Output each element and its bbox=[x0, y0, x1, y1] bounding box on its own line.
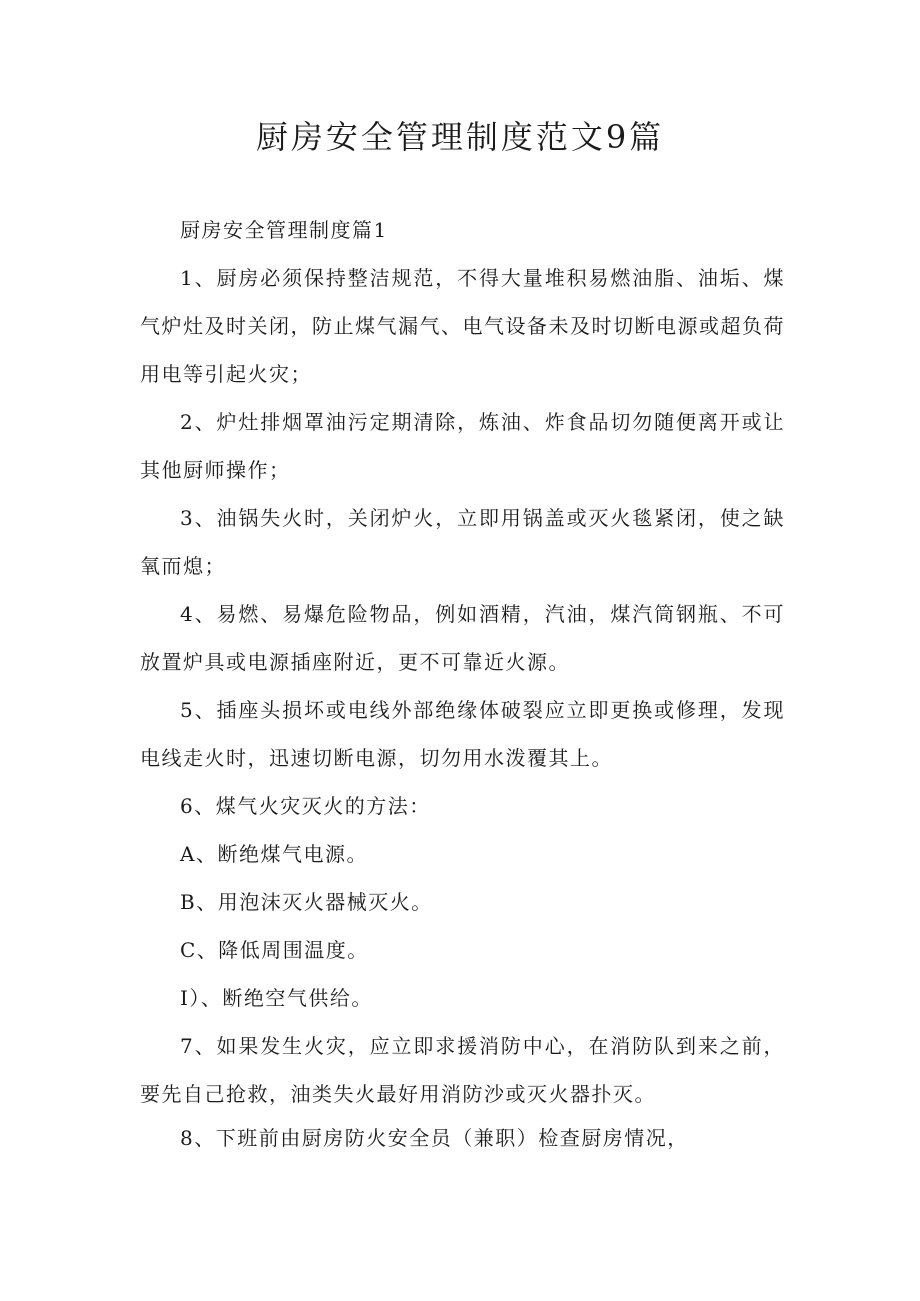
paragraph-6c: C、降低周围温度。 bbox=[180, 938, 369, 962]
paragraph-6b: B、用泡沫灭火器械灭火。 bbox=[180, 890, 433, 914]
paragraph-4: 4、易燃、易爆危险物品，例如酒精，汽油，煤汽筒钢瓶、不可放置炉具或电源插座附近，更不可靠近火源。 bbox=[140, 602, 785, 674]
paragraph-5: 5、插座头损坏或电线外部绝缘体破裂应立即更换或修理，发现电线走火时，迅速切断电源，切勿用水泼覆其上。 bbox=[140, 698, 785, 770]
paragraph-1: 1、厨房必须保持整洁规范，不得大量堆积易燃油脂、油垢、煤气炉灶及时关闭，防止煤气漏气、电气设备未及时切断电源或超负荷用电等引起火灾； bbox=[140, 266, 785, 386]
paragraph-6: 6、煤气火灾灭火的方法： bbox=[180, 794, 431, 818]
section-heading: 厨房安全管理制度篇1 bbox=[180, 218, 388, 242]
paragraph-6a: A、断绝煤气电源。 bbox=[180, 842, 368, 866]
paragraph-7: 7、如果发生火灾，应立即求援消防中心，在消防队到来之前，要先自己抢救，油类失火最好用消防沙或灭火器扑灭。 bbox=[140, 1034, 785, 1106]
document-title: 厨房安全管理制度范文9篇 bbox=[255, 118, 665, 156]
document-body bbox=[140, 206, 785, 1162]
paragraph-2: 2、炉灶排烟罩油污定期清除，炼油、炸食品切勿随便离开或让其他厨师操作； bbox=[140, 410, 785, 482]
paragraph-6d: I）、断绝空气供给。 bbox=[180, 986, 373, 1010]
paragraph-8: 8、下班前由厨房防火安全员（兼职）检查厨房情况， bbox=[180, 1126, 689, 1150]
paragraph-3: 3、油锅失火时，关闭炉火，立即用锅盖或灭火毯紧闭，使之缺氧而熄； bbox=[140, 506, 785, 578]
